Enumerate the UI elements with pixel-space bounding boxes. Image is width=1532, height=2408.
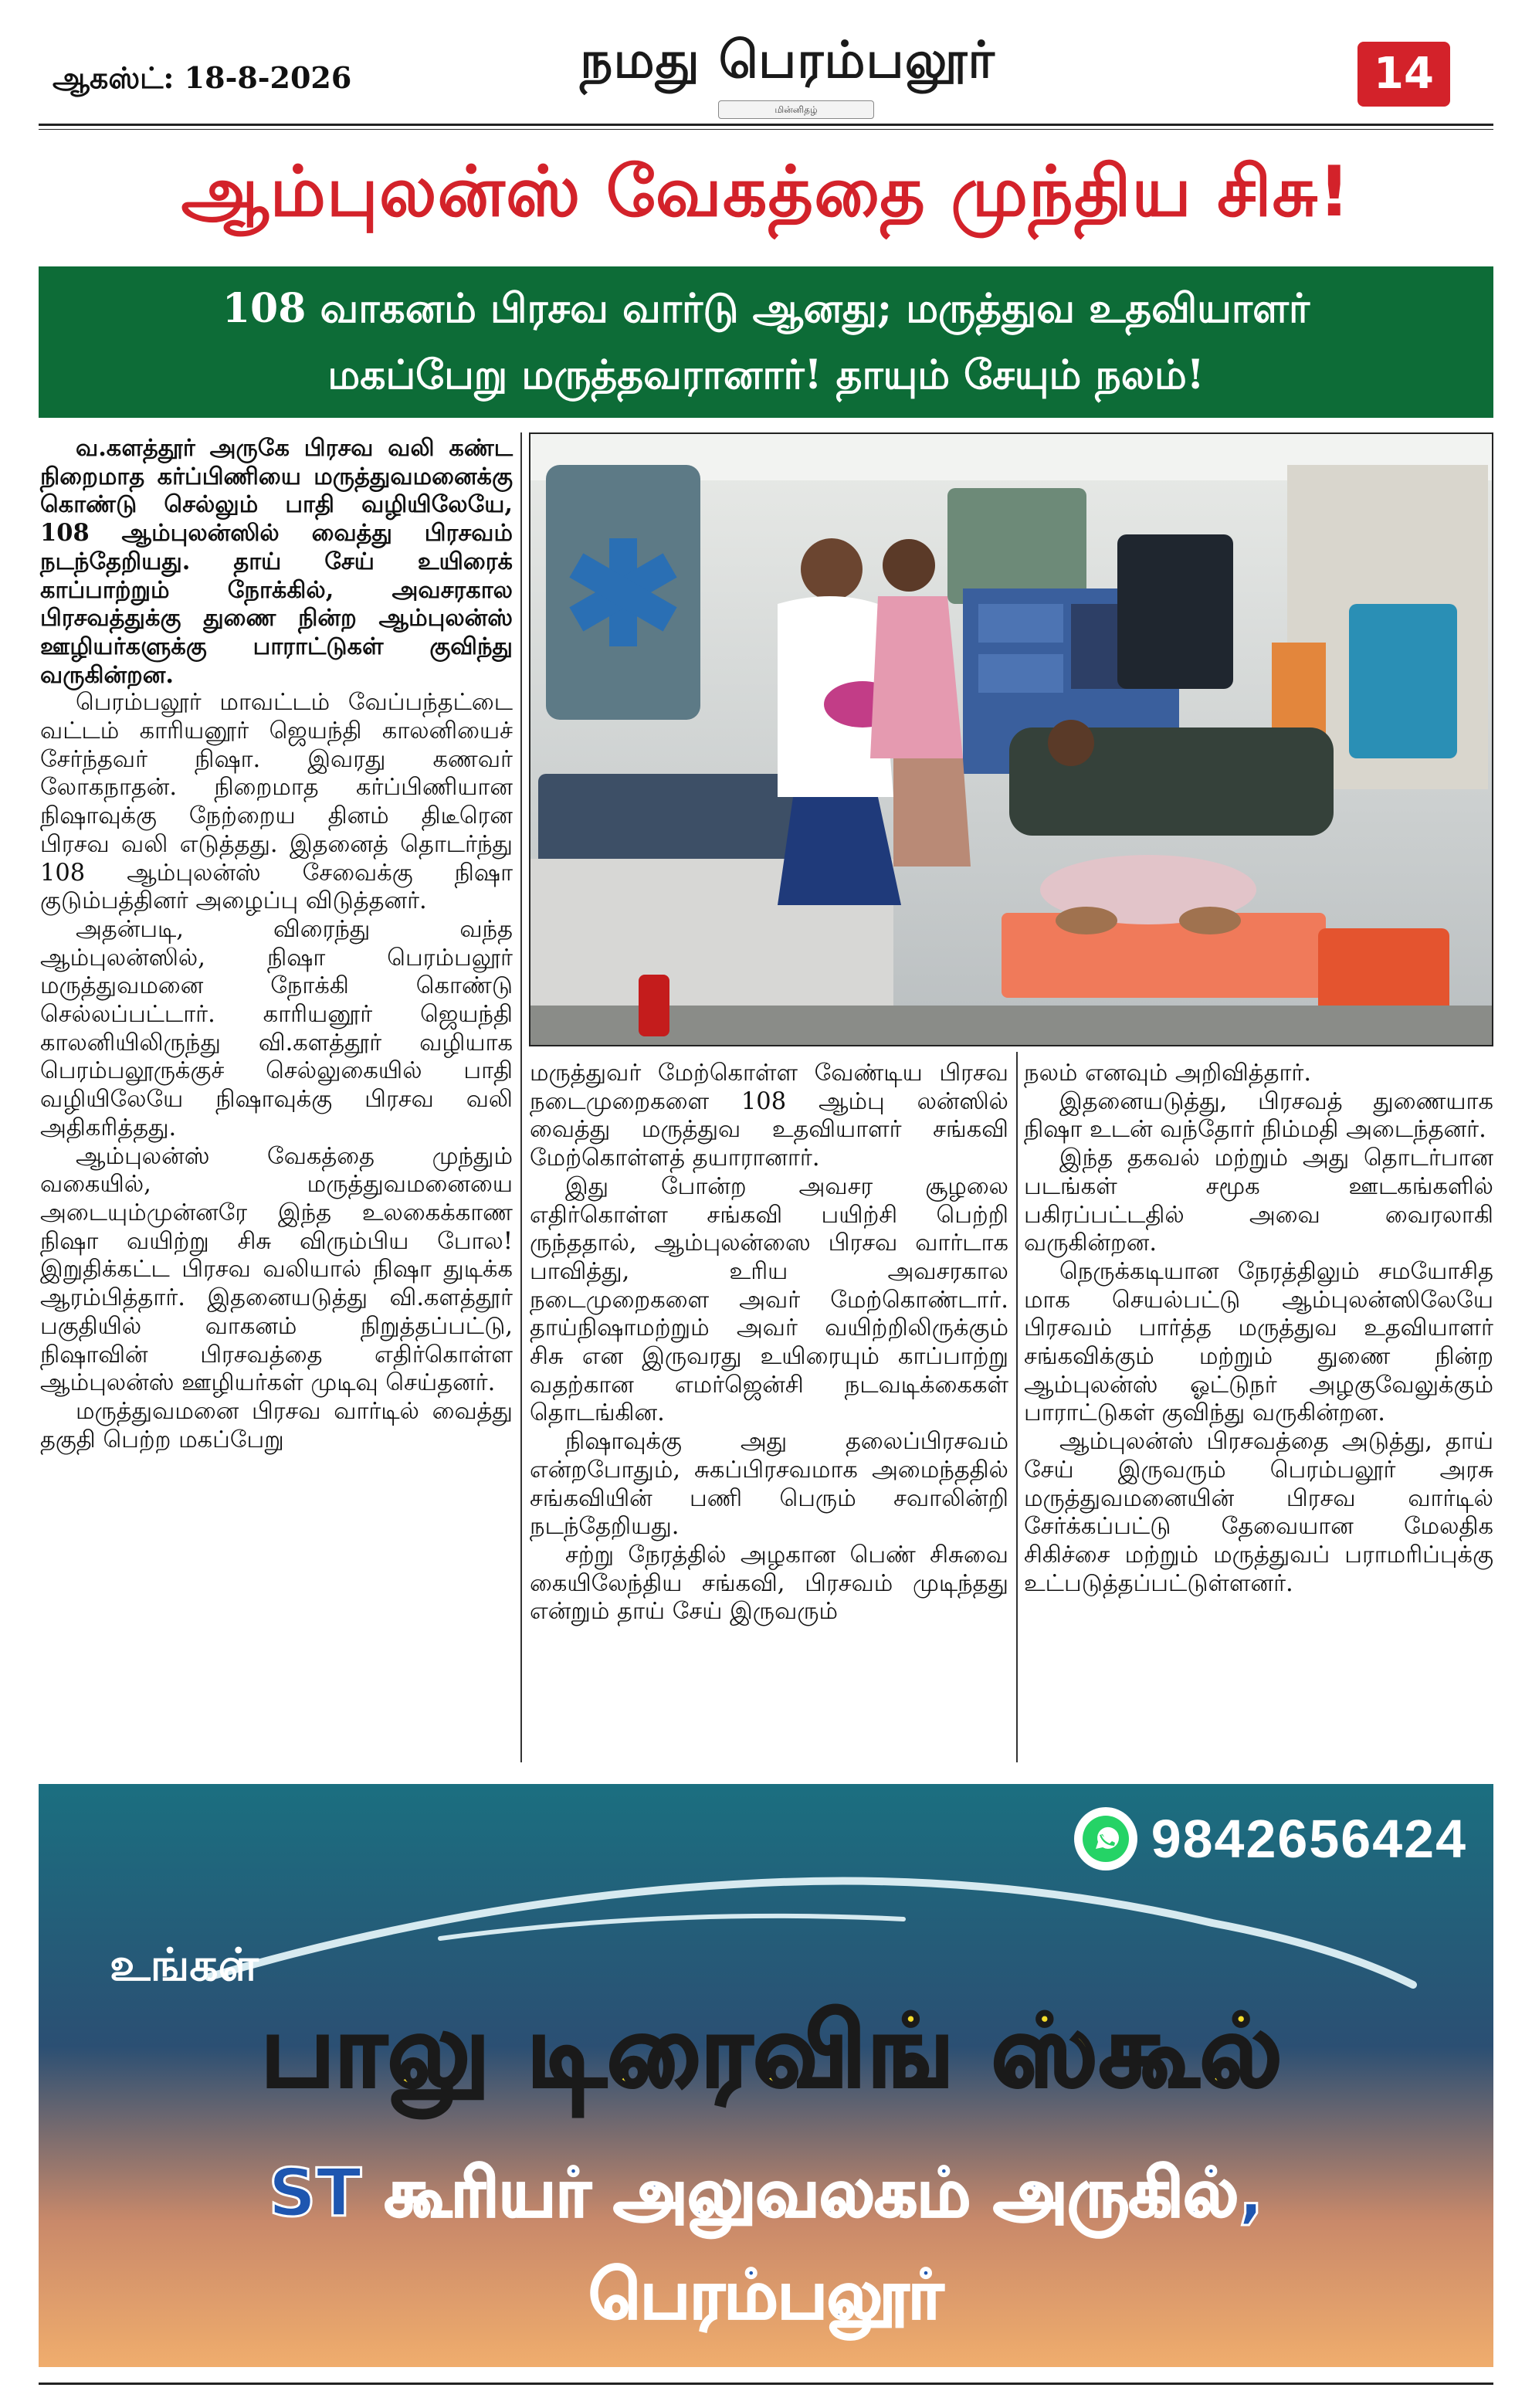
- advert-phone-number: 9842656424: [1151, 1809, 1467, 1869]
- sub-headline-line-2: மகப்பேறு மருத்தவரானார்! தாயும் சேயும் நலம்!: [327, 351, 1205, 399]
- sub-headline-box: [39, 266, 1493, 418]
- article-paragraph: மருத்துவமனை பிரசவ வார்டில் வைத்து தகுதி பெற்ற மகப்பேறு: [40, 1397, 513, 1453]
- article-paragraph: நெருக்கடியான நேரத்திலும் சமயோசித மாக செயல்பட்டு ஆம்புலன்ஸிலேயே பிரசவம் பார்த்த மருத்துவ உதவியாளர் சங்கவிக்கும் மற்றும் துணை நின்ற ஆம்புலன்ஸ் ஓட்டுநர் அழகுவேலுக்கும் பாராட்டுகள் குவிந்து வருகின்றன.: [1024, 1257, 1493, 1427]
- article-paragraph: ஆம்புலன்ஸ் பிரசவத்தை அடுத்து, தாய் சேய் இருவரும் பெரம்பலூர் அரசு மருத்துவமனையின் பிரசவ வார்டில் சேர்க்கப்பட்டு தேவையான மேலதிக சிகிச்சை மற்றும் மருத்துவப் பராமரிப்புக்கு உட்படுத்தப்பட்டுள்ளனர்.: [1024, 1428, 1493, 1597]
- masthead: [39, 23, 1493, 124]
- article-column-2: [530, 1060, 1008, 1762]
- article-paragraph: இதனையடுத்து, பிரசவத் துணையாக நிஷா உடன் வந்தோர் நிம்மதி அடைந்தனர்.: [1024, 1087, 1493, 1144]
- newspaper-tagline: மின்னிதழ்: [718, 100, 874, 119]
- advert-address-line-1: ST கூரியர் அலுவலகம் அருகில்,: [268, 2155, 1264, 2232]
- ambulance-photo: [529, 432, 1493, 1046]
- driving-school-advert: [39, 1784, 1493, 2367]
- masthead-divider: [39, 124, 1493, 126]
- article-paragraph: பெரம்பலூர் மாவட்டம் வேப்பந்தட்டை வட்டம் காரியனூர் ஜெயந்தி காலனியைச் சேர்ந்தவர் நிஷா. இவரது கணவர் லோகநாதன். நிறைமாத கர்ப்பிணியான நிஷாவுக்கு நேற்றைய தினம் திடீரென பிரசவ வலி எடுத்தது. இதனைத் தொடர்ந்து 108 ஆம்புலன்ஸ் சேவைக்கு நிஷா குடும்பத்தினர் அழைப்பு விடுத்தனர்.: [40, 689, 513, 915]
- masthead-divider-thin: [39, 129, 1493, 130]
- article-paragraph: மருத்துவர் மேற்கொள்ள வேண்டிய பிரசவ நடைமுறைகளை 108 ஆம்பு லன்ஸில் வைத்து மருத்துவ உதவியாளர் சங்கவி மேற்கொள்ளத் தயாரானார்.: [530, 1060, 1008, 1172]
- page-number-badge: 14: [1357, 42, 1450, 107]
- article-column-3: [1024, 1060, 1493, 1762]
- advert-school-name: பாலு டிரைவிங் ஸ்கூல்: [260, 1994, 1284, 2109]
- advert-prefix: உங்கள்: [110, 1938, 259, 1991]
- issue-date: ஆகஸ்ட்: 18-8-2026: [53, 60, 352, 95]
- article-paragraph: நலம் எனவும் அறிவித்தார்.: [1024, 1060, 1312, 1087]
- main-headline: ஆம்புலன்ஸ் வேகத்தை முந்திய சிசு!: [181, 151, 1351, 232]
- article-paragraph: ஆம்புலன்ஸ் வேகத்தை முந்தும் வகையில், மருத்துவமனையை அடையும்முன்னரே இந்த உலகைக்காண நிஷா வயிற்று சிசு விரும்பிய போல! இறுதிக்கட்ட பிரசவ வலியால் நிஷா துடிக்க ஆரம்பித்தார். இதனையடுத்து வி.களத்தூர் பகுதியில் வாகனம் நிறுத்தப்பட்டு, நிஷாவின் பிரசவத்தை எதிர்கொள்ள ஆம்புலன்ஸ் ஊழியர்கள் முடிவு செய்தனர்.: [40, 1142, 513, 1397]
- article-paragraph: இது போன்ற அவசர சூழலை எதிர்கொள்ள சங்கவி பயிற்சி பெற்றி ருந்ததால், ஆம்புலன்ஸை பிரசவ வார்டாக பாவித்து, உரிய அவசரகால நடைமுறைகளை அவர் மேற்கொண்டார். தாய்நிஷாமற்றும் அவர் வயிற்றிலிருக்கும் சிசு என இருவரது உயிரையும் காப்பாற்று வதற்கான எமர்ஜென்சி நடவடிக்கைகள் தொடங்கின.: [530, 1172, 1008, 1427]
- newspaper-title: நமது பெரம்பலூர்: [580, 29, 995, 90]
- page-bottom-divider: [39, 2383, 1493, 2385]
- article-paragraph: சற்று நேரத்தில் அழகான பெண் சிசுவை கையிலேந்திய சங்கவி, பிரசவம் முடிந்தது என்றும் தாய் சேய் இருவரும்: [530, 1541, 1008, 1626]
- article-paragraph: இந்த தகவல் மற்றும் அது தொடர்பான படங்கள் சமூக ஊடகங்களில் பகிரப்பட்டதில் அவை வைரலாகி வருகின்றன.: [1024, 1145, 1493, 1257]
- advert-address-line-2: பெரம்பலூர்: [588, 2257, 944, 2334]
- column-divider: [1016, 1052, 1018, 1762]
- column-divider: [520, 432, 522, 1762]
- article-paragraph: அதன்படி, விரைந்து வந்த ஆம்புலன்ஸில், நிஷா பெரம்பலூர் மருத்துவமனை நோக்கி கொண்டு செல்லப்பட்டார். காரியனூர் ஜெயந்தி காலனியிலிருந்து வி.களத்தூர் வழியாக பெரம்பலூருக்குச் செல்லுகையில் பாதி வழியிலேயே நிஷாவுக்கு பிரசவ வலி அதிகரித்தது.: [40, 915, 513, 1141]
- article-paragraph: வ.களத்தூர் அருகே பிரசவ வலி கண்ட நிறைமாத கர்ப்பிணியை மருத்துவமனைக்கு கொண்டு செல்லும் பாதி வழியிலேயே, 108 ஆம்புலன்ஸில் வைத்து பிரசவம் நடந்தேறியது. தாய் சேய் உயிரைக் காப்பாற்றும் நோக்கில், அவசரகால பிரசவத்துக்கு துணை நின்ற ஆம்புலன்ஸ் ஊழியர்களுக்கு பாராட்டுகள் குவிந்து வருகின்றன.: [40, 434, 513, 689]
- article-paragraph: நிஷாவுக்கு அது தலைப்பிரசவம் என்றபோதும், சுகப்பிரசவமாக அமைந்ததில் சங்கவியின் பணி பெரும் சவாலின்றி நடந்தேறியது.: [530, 1428, 1008, 1541]
- sub-headline-line-1: 108 வாகனம் பிரசவ வார்டு ஆனது; மருத்துவ உதவியாளர்: [222, 285, 1310, 332]
- article-column-1: [40, 434, 513, 1762]
- whatsapp-icon: [1074, 1807, 1137, 1870]
- advert-phone: [1074, 1807, 1467, 1870]
